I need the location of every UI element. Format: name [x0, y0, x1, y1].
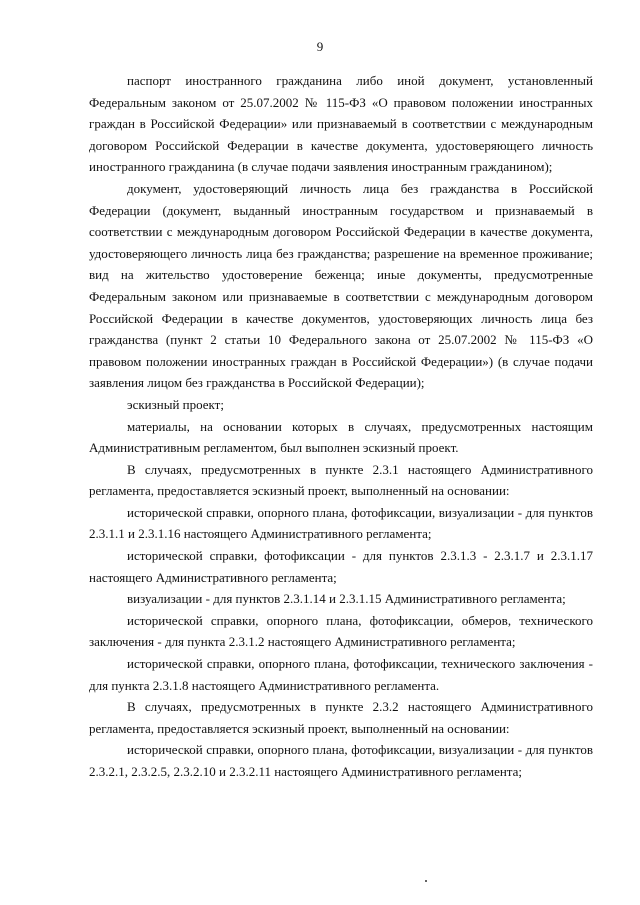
- paragraph-cases-2-3-2: В случаях, предусмотренных в пункте 2.3.2 настоящего Административного регламента, предоставляется эскизный проект, выполненный на основании:: [89, 699, 593, 736]
- paragraph-sketch-project: эскизный проект;: [127, 396, 224, 412]
- scan-speck: [425, 880, 427, 882]
- paragraph-materials: материалы, на основании которых в случаях, предусмотренных настоящим Административным регламентом, был выполнен эскизный проект.: [89, 418, 593, 456]
- paragraph-basis-2-3-1-1: исторической справки, опорного плана, фотофиксации, визуализации - для пунктов 2.3.1.1 и 2.3.1.16 настоящего Административного регламента;: [89, 504, 593, 542]
- paragraph-basis-2-3-2-1: исторической справки, опорного плана, фотофиксации, визуализации - для пунктов 2.3.2.1, 2.3.2.5, 2.3.2.10 и 2.3.2.11 настоящего Административного регламента;: [89, 742, 593, 779]
- paragraph-basis-2-3-1-3: исторической справки, фотофиксации - для пунктов 2.3.1.3 - 2.3.1.7 и 2.3.1.17 настоящего Административного регламента;: [89, 548, 593, 585]
- paragraph-stateless-document: документ, удостоверяющий личность лица без гражданства в Российской Федерации (документ, выданный иностранным государством и признаваемый в соответствии с международным договором Российской Федерации в качестве документа, удостоверяющего личность лица без гражданства; разрешение на временное проживание; вид на жительство удостоверение беженца; иные документы, предусмотренные Федеральным законом или признаваемые в соответствии с международным договором Российской Федерации в качестве документов, удостоверяющих личность лица без гражданства (пункт 2 статьи 10 Федерального закона от 25.07.2002 № 115-ФЗ «О правовом положении иностранных граждан в Российской Федерации») (в случае подачи заявления лицом без гражданства в Российской Федерации);: [89, 180, 593, 391]
- document-body: [89, 70, 593, 783]
- page-number: 9: [316, 39, 324, 54]
- paragraph-cases-2-3-1: В случаях, предусмотренных в пункте 2.3.1 настоящего Административного регламента, предоставляется эскизный проект, выполненный на основании:: [89, 461, 593, 499]
- paragraph-basis-2-3-1-8: исторической справки, опорного плана, фотофиксации, технического заключения - для пункта 2.3.1.8 настоящего Административного регламента.: [89, 656, 593, 693]
- paragraph-basis-2-3-1-14: визуализации - для пунктов 2.3.1.14 и 2.3.1.15 Административного регламента;: [127, 591, 566, 607]
- paragraph-basis-2-3-1-2: исторической справки, опорного плана, фотофиксации, обмеров, технического заключения - для пункта 2.3.1.2 настоящего Административного регламента;: [89, 612, 593, 650]
- paragraph-foreign-passport: паспорт иностранного гражданина либо иной документ, установленный Федеральным законом от 25.07.2002 № 115-ФЗ «О правовом положении иностранных граждан в Российской Федерации» или признаваемый в соответствии с международным договором Российской Федерации в качестве документа, удостоверяющего личность иностранного гражданина (в случае подачи заявления иностранным гражданином);: [89, 73, 593, 175]
